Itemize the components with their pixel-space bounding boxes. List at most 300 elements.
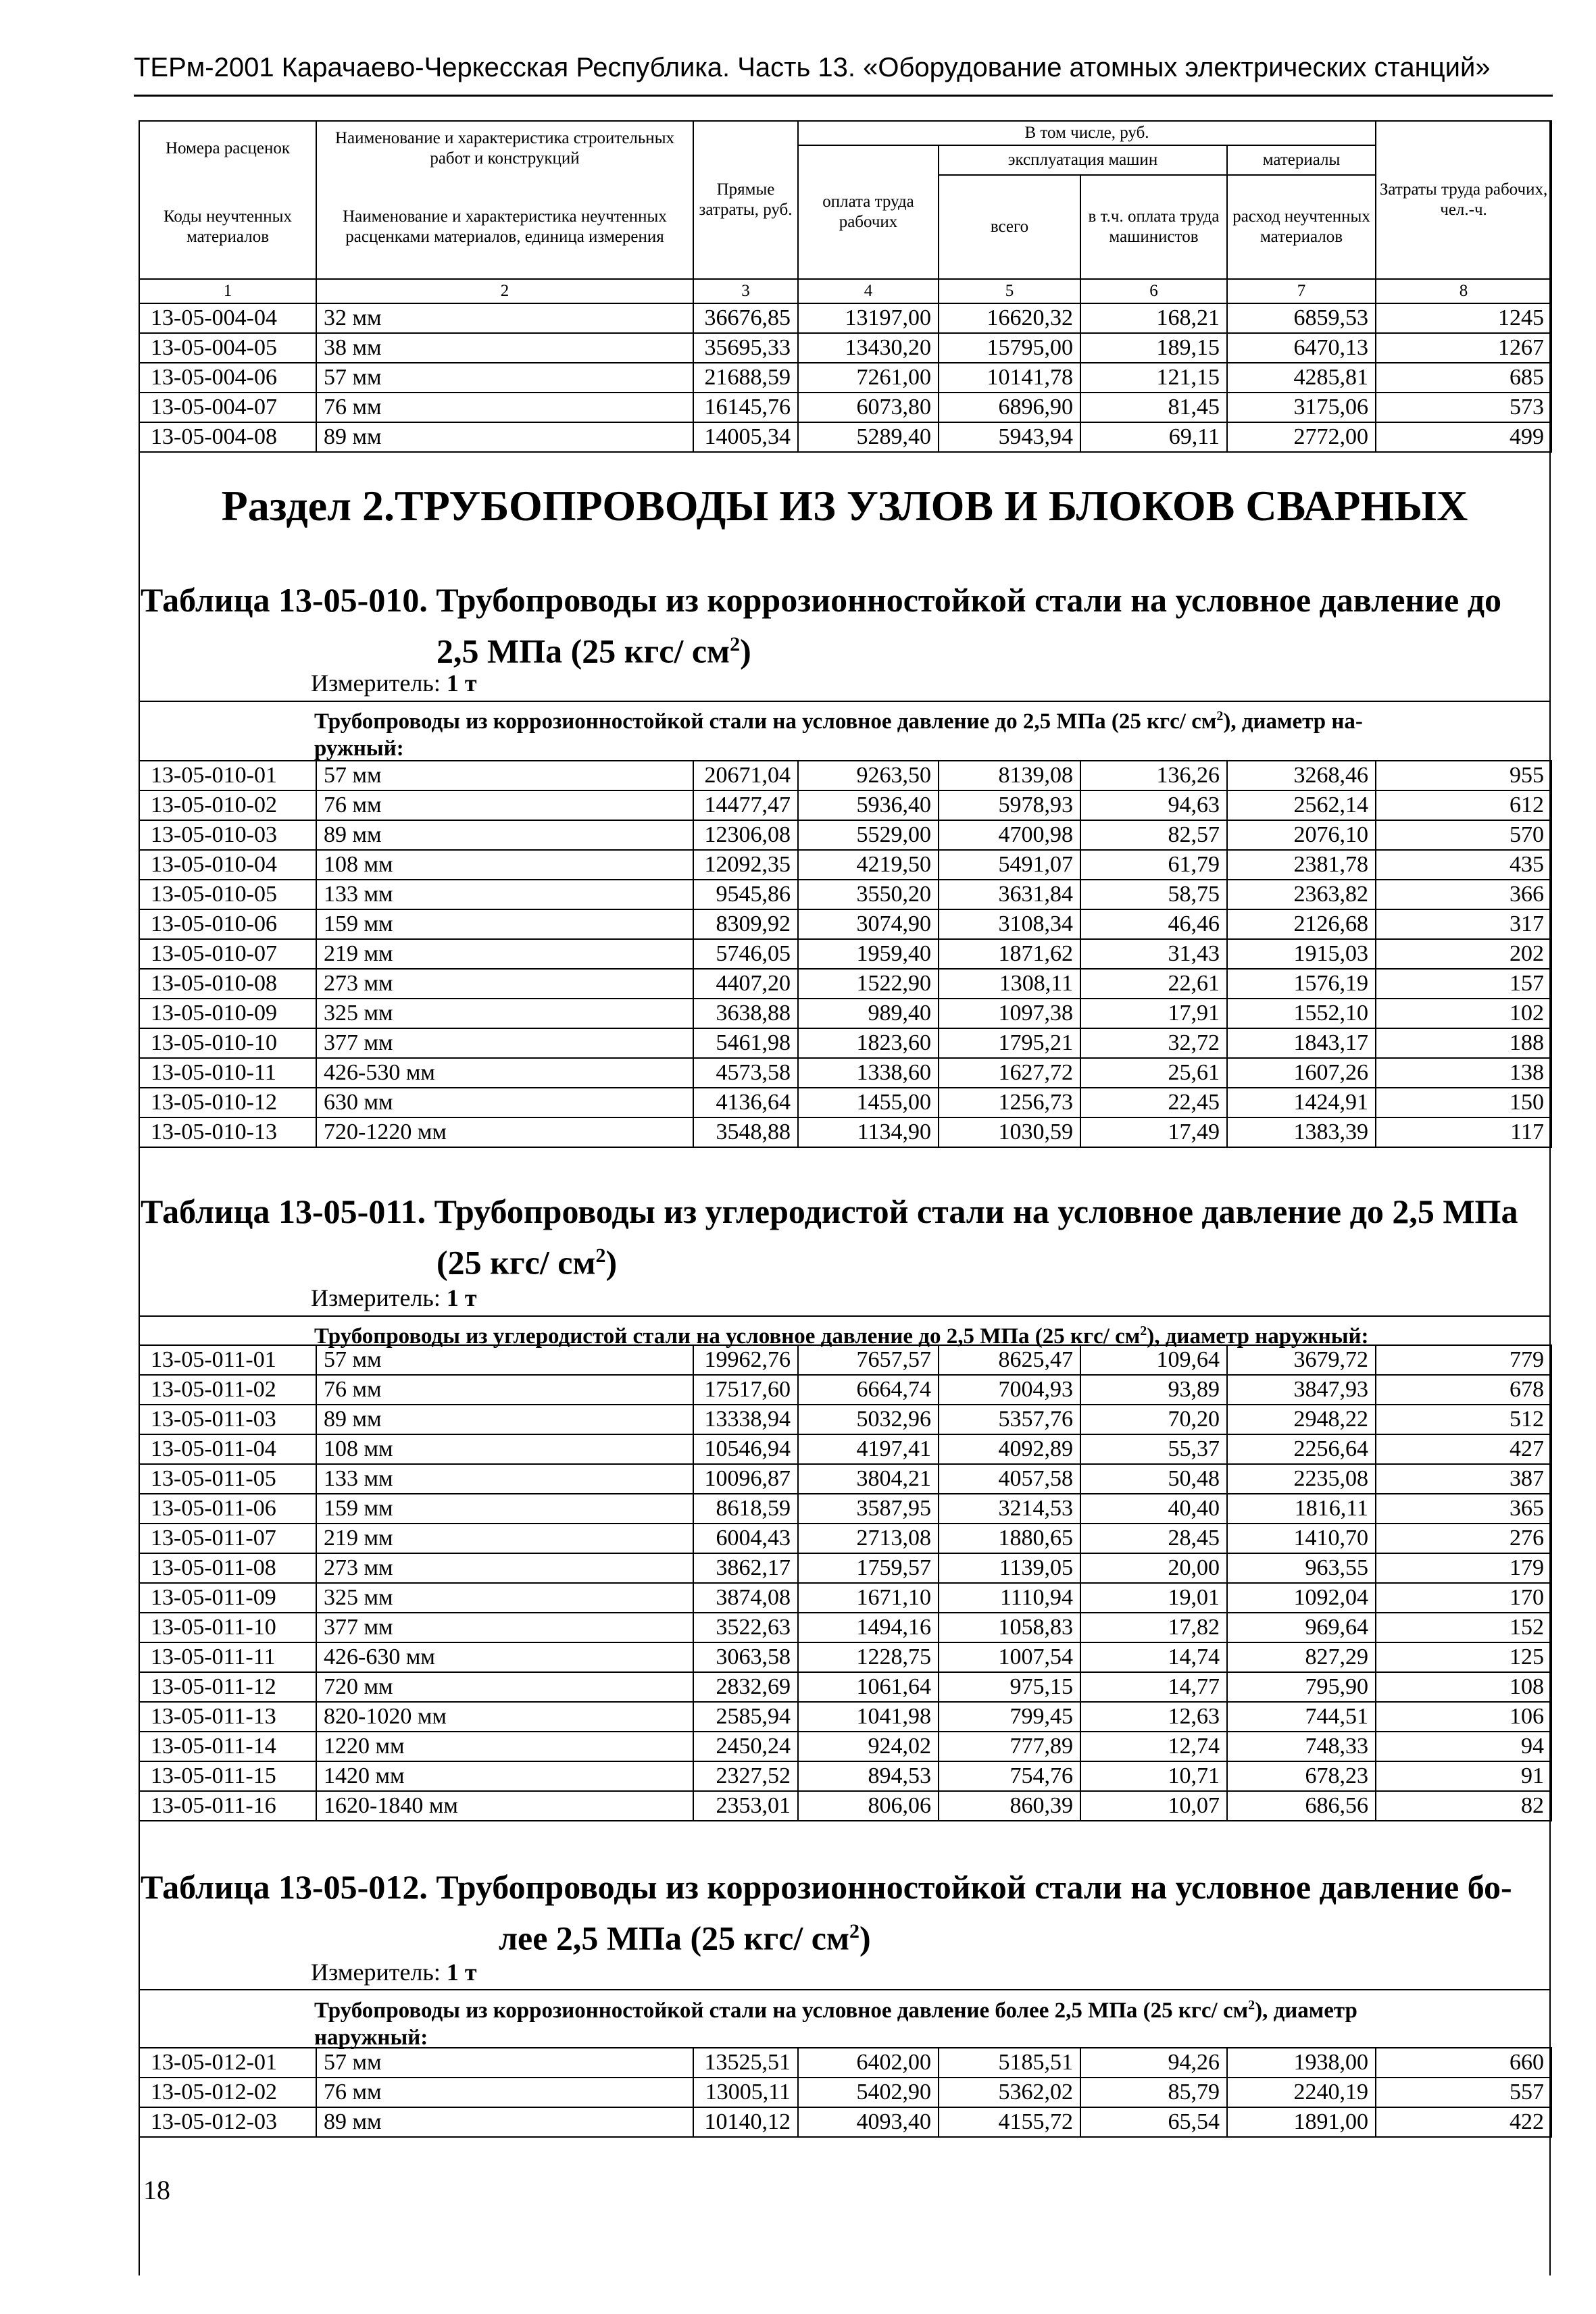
description-cell: 76 мм <box>316 393 693 422</box>
value-cell: 1671,10 <box>798 1583 939 1613</box>
value-cell: 1522,90 <box>798 969 939 999</box>
rate-code-cell: 13-05-010-01 <box>139 761 316 790</box>
col-number: 2 <box>316 279 693 303</box>
table-row <box>139 1058 1551 1088</box>
rate-code-cell: 13-05-011-12 <box>139 1672 316 1702</box>
value-cell: 1816,11 <box>1227 1494 1376 1524</box>
description-cell: 273 мм <box>316 1553 693 1583</box>
value-cell: 2713,08 <box>798 1524 939 1553</box>
col7-label: расход неучтенных материалов <box>1227 175 1376 279</box>
value-cell: 3522,63 <box>693 1613 798 1642</box>
value-cell: 1823,60 <box>798 1028 939 1058</box>
value-cell: 969,64 <box>1227 1613 1376 1642</box>
rate-code-cell: 13-05-004-07 <box>139 393 316 422</box>
description-cell: 820-1020 мм <box>316 1702 693 1732</box>
value-cell: 2585,94 <box>693 1702 798 1732</box>
description-cell: 76 мм <box>316 2078 693 2107</box>
value-cell: 2235,08 <box>1227 1464 1376 1494</box>
value-cell: 136,26 <box>1080 761 1227 790</box>
rate-code-cell: 13-05-011-05 <box>139 1464 316 1494</box>
value-cell: 4219,50 <box>798 850 939 880</box>
value-cell: 2240,19 <box>1227 2078 1376 2107</box>
value-cell: 1871,62 <box>939 939 1080 969</box>
value-cell: 36676,85 <box>693 303 798 333</box>
col-number: 7 <box>1227 279 1376 303</box>
value-cell: 3548,88 <box>693 1117 798 1147</box>
rate-code-cell: 13-05-011-03 <box>139 1405 316 1434</box>
description-cell: 377 мм <box>316 1028 693 1058</box>
description-cell: 57 мм <box>316 761 693 790</box>
value-cell: 10546,94 <box>693 1434 798 1464</box>
col-number: 8 <box>1376 279 1551 303</box>
value-cell: 806,06 <box>798 1791 939 1821</box>
value-cell: 15795,00 <box>939 333 1080 363</box>
col-number: 1 <box>139 279 316 303</box>
description-cell: 219 мм <box>316 1524 693 1553</box>
value-cell: 3063,58 <box>693 1642 798 1672</box>
subhead-13-05-011: Трубопроводы из углеродистой стали на условное давление до 2,5 МПа (25 кгс/ $см^2$), диаметр наружный: <box>314 1324 1369 1349</box>
value-cell: 1494,16 <box>798 1613 939 1642</box>
description-cell: 720 мм <box>316 1672 693 1702</box>
value-cell: 1795,21 <box>939 1028 1080 1058</box>
value-cell: 1576,19 <box>1227 969 1376 999</box>
value-cell: 1110,94 <box>939 1583 1080 1613</box>
rate-code-cell: 13-05-012-03 <box>139 2107 316 2137</box>
value-cell: 93,89 <box>1080 1375 1227 1405</box>
table-row <box>139 1702 1551 1732</box>
value-cell: 6470,13 <box>1227 333 1376 363</box>
value-cell: 5185,51 <box>939 2048 1080 2078</box>
value-cell: 3550,20 <box>798 880 939 909</box>
table-row <box>139 820 1551 850</box>
value-cell: 2832,69 <box>693 1672 798 1702</box>
value-cell: 20,00 <box>1080 1553 1227 1583</box>
table-row <box>139 790 1551 820</box>
value-cell: 19962,76 <box>693 1345 798 1375</box>
col1-bottom-label: Коды неучтенных материалов <box>139 175 316 279</box>
value-cell: 1759,57 <box>798 1553 939 1583</box>
title-line: лее 2,5 МПа (25 кгс/ $см^2$) <box>499 1919 871 1957</box>
value-cell: 1030,59 <box>939 1117 1080 1147</box>
rate-code-cell: 13-05-011-13 <box>139 1702 316 1732</box>
value-cell: 748,33 <box>1227 1732 1376 1761</box>
value-cell: 3638,88 <box>693 999 798 1028</box>
value-cell: 157 <box>1376 969 1551 999</box>
value-cell: 1245 <box>1376 303 1551 333</box>
value-cell: 795,90 <box>1227 1672 1376 1702</box>
table-row <box>139 1375 1551 1405</box>
description-cell: 426-630 мм <box>316 1642 693 1672</box>
rate-code-cell: 13-05-011-14 <box>139 1732 316 1761</box>
description-cell: 426-530 мм <box>316 1058 693 1088</box>
description-cell: 1420 мм <box>316 1761 693 1791</box>
value-cell: 685 <box>1376 363 1551 393</box>
value-cell: 17,49 <box>1080 1117 1227 1147</box>
value-cell: 6664,74 <box>798 1375 939 1405</box>
value-cell: 1134,90 <box>798 1117 939 1147</box>
value-cell: 777,89 <box>939 1732 1080 1761</box>
value-cell: 5461,98 <box>693 1028 798 1058</box>
value-cell: 10,71 <box>1080 1761 1227 1791</box>
value-cell: 2772,00 <box>1227 422 1376 452</box>
value-cell: 106 <box>1376 1702 1551 1732</box>
table-row <box>139 1583 1551 1613</box>
value-cell: 58,75 <box>1080 880 1227 909</box>
value-cell: 189,15 <box>1080 333 1227 363</box>
col4-label: оплата труда рабочих <box>798 145 939 279</box>
value-cell: 10096,87 <box>693 1464 798 1494</box>
value-cell: 1891,00 <box>1227 2107 1376 2137</box>
value-cell: 14,77 <box>1080 1672 1227 1702</box>
description-cell: 325 мм <box>316 999 693 1028</box>
value-cell: 2327,52 <box>693 1761 798 1791</box>
value-cell: 8139,08 <box>939 761 1080 790</box>
value-cell: 5362,02 <box>939 2078 1080 2107</box>
value-cell: 12,74 <box>1080 1732 1227 1761</box>
value-cell: 827,29 <box>1227 1642 1376 1672</box>
table-row <box>139 2078 1551 2107</box>
value-cell: 82,57 <box>1080 820 1227 850</box>
table-row <box>139 1524 1551 1553</box>
rate-code-cell: 13-05-012-02 <box>139 2078 316 2107</box>
value-cell: 4700,98 <box>939 820 1080 850</box>
description-cell: 76 мм <box>316 790 693 820</box>
table-row <box>139 1117 1551 1147</box>
description-cell: 159 мм <box>316 1494 693 1524</box>
value-cell: 1092,04 <box>1227 1583 1376 1613</box>
value-cell: 9545,86 <box>693 880 798 909</box>
value-cell: 2353,01 <box>693 1791 798 1821</box>
description-cell: 89 мм <box>316 2107 693 2137</box>
description-cell: 325 мм <box>316 1583 693 1613</box>
title-line: 2,5 МПа (25 кгс/ $см^2$) <box>437 632 751 670</box>
value-cell: 10140,12 <box>693 2107 798 2137</box>
header-rule <box>134 95 1553 97</box>
value-cell: 366 <box>1376 880 1551 909</box>
col1-top-label: Номера расценок <box>139 121 316 175</box>
value-cell: 3108,34 <box>939 909 1080 939</box>
col-number: 3 <box>693 279 798 303</box>
value-cell: 1267 <box>1376 333 1551 363</box>
value-cell: 3268,46 <box>1227 761 1376 790</box>
rate-code-cell: 13-05-010-06 <box>139 909 316 939</box>
value-cell: 16145,76 <box>693 393 798 422</box>
rate-code-cell: 13-05-011-11 <box>139 1642 316 1672</box>
value-cell: 4407,20 <box>693 969 798 999</box>
value-cell: 1228,75 <box>798 1642 939 1672</box>
description-cell: 133 мм <box>316 1464 693 1494</box>
value-cell: 1383,39 <box>1227 1117 1376 1147</box>
title-line: Таблица 13-05-010. Трубопроводы из коррозионностойкой стали на условное давление до <box>141 581 1501 619</box>
description-cell: 108 мм <box>316 1434 693 1464</box>
value-cell: 799,45 <box>939 1702 1080 1732</box>
value-cell: 14005,34 <box>693 422 798 452</box>
value-cell: 6896,90 <box>939 393 1080 422</box>
value-cell: 35695,33 <box>693 333 798 363</box>
value-cell: 55,37 <box>1080 1434 1227 1464</box>
value-cell: 4285,81 <box>1227 363 1376 393</box>
col3-label: Прямые затраты, руб. <box>693 121 798 279</box>
rate-code-cell: 13-05-011-01 <box>139 1345 316 1375</box>
value-cell: 435 <box>1376 850 1551 880</box>
value-cell: 40,40 <box>1080 1494 1227 1524</box>
value-cell: 8309,92 <box>693 909 798 939</box>
column-header-table <box>139 120 1552 304</box>
rate-code-cell: 13-05-011-10 <box>139 1613 316 1642</box>
section-title: Раздел 2.ТРУБОПРОВОДЫ ИЗ УЗЛОВ И БЛОКОВ СВАРНЫХ <box>221 482 1468 530</box>
value-cell: 108 <box>1376 1672 1551 1702</box>
value-cell: 5402,90 <box>798 2078 939 2107</box>
value-cell: 660 <box>1376 2048 1551 2078</box>
description-cell: 1220 мм <box>316 1732 693 1761</box>
value-cell: 152 <box>1376 1613 1551 1642</box>
value-cell: 1061,64 <box>798 1672 939 1702</box>
value-cell: 3175,06 <box>1227 393 1376 422</box>
value-cell: 69,11 <box>1080 422 1227 452</box>
value-cell: 1139,05 <box>939 1553 1080 1583</box>
value-cell: 2948,22 <box>1227 1405 1376 1434</box>
value-cell: 2126,68 <box>1227 909 1376 939</box>
value-cell: 13430,20 <box>798 333 939 363</box>
value-cell: 91 <box>1376 1761 1551 1791</box>
value-cell: 13338,94 <box>693 1405 798 1434</box>
table-row <box>139 1028 1551 1058</box>
value-cell: 3847,93 <box>1227 1375 1376 1405</box>
value-cell: 3587,95 <box>798 1494 939 1524</box>
value-cell: 10,07 <box>1080 1791 1227 1821</box>
value-cell: 779 <box>1376 1345 1551 1375</box>
value-cell: 3074,90 <box>798 909 939 939</box>
subhead-13-05-012: Трубопроводы из коррозионностойкой стали на условное давление более 2,5 МПа (25 кгс/ $см^2$), диаметр наружный: <box>314 1998 1357 2050</box>
rate-code-cell: 13-05-010-02 <box>139 790 316 820</box>
rate-code-cell: 13-05-011-16 <box>139 1791 316 1821</box>
subhead-13-05-010: Трубопроводы из коррозионностойкой стали на условное давление до 2,5 МПа (25 кгс/ $см^2$), диаметр на- ружный: <box>314 709 1363 761</box>
value-cell: 4057,58 <box>939 1464 1080 1494</box>
value-cell: 94,26 <box>1080 2048 1227 2078</box>
table-row <box>139 969 1551 999</box>
value-cell: 50,48 <box>1080 1464 1227 1494</box>
value-cell: 8618,59 <box>693 1494 798 1524</box>
value-cell: 1880,65 <box>939 1524 1080 1553</box>
value-cell: 1843,17 <box>1227 1028 1376 1058</box>
value-cell: 3679,72 <box>1227 1345 1376 1375</box>
value-cell: 427 <box>1376 1434 1551 1464</box>
rate-code-cell: 13-05-011-15 <box>139 1761 316 1791</box>
description-cell: 133 мм <box>316 880 693 909</box>
value-cell: 14,74 <box>1080 1642 1227 1672</box>
value-cell: 31,43 <box>1080 939 1227 969</box>
table-row <box>139 1494 1551 1524</box>
rate-code-cell: 13-05-010-09 <box>139 999 316 1028</box>
value-cell: 4092,89 <box>939 1434 1080 1464</box>
value-cell: 22,45 <box>1080 1088 1227 1117</box>
value-cell: 19,01 <box>1080 1583 1227 1613</box>
description-cell: 57 мм <box>316 1345 693 1375</box>
rate-code-cell: 13-05-011-09 <box>139 1583 316 1613</box>
value-cell: 6073,80 <box>798 393 939 422</box>
value-cell: 85,79 <box>1080 2078 1227 2107</box>
col2-bottom-label: Наименование и характеристика неучтенных расценками материалов, единица измерения <box>316 175 693 279</box>
value-cell: 4093,40 <box>798 2107 939 2137</box>
divider <box>139 1315 1551 1317</box>
rate-code-cell: 13-05-004-08 <box>139 422 316 452</box>
col2-top-label: Наименование и характеристика строительных работ и конструкций <box>316 121 693 175</box>
value-cell: 21688,59 <box>693 363 798 393</box>
value-cell: 70,20 <box>1080 1405 1227 1434</box>
value-cell: 860,39 <box>939 1791 1080 1821</box>
value-cell: 894,53 <box>798 1761 939 1791</box>
table-row <box>139 761 1551 790</box>
rate-code-cell: 13-05-004-05 <box>139 333 316 363</box>
value-cell: 2256,64 <box>1227 1434 1376 1464</box>
value-cell: 16620,32 <box>939 303 1080 333</box>
value-cell: 570 <box>1376 820 1551 850</box>
materials-label: материалы <box>1227 145 1376 175</box>
description-cell: 89 мм <box>316 422 693 452</box>
value-cell: 170 <box>1376 1583 1551 1613</box>
value-cell: 94 <box>1376 1732 1551 1761</box>
table-row <box>139 422 1551 452</box>
page-number: 18 <box>143 2175 170 2205</box>
title-line: Таблица 13-05-012. Трубопроводы из коррозионностойкой стали на условное давление бо- <box>141 1868 1512 1906</box>
value-cell: 179 <box>1376 1553 1551 1583</box>
value-cell: 2562,14 <box>1227 790 1376 820</box>
value-cell: 3862,17 <box>693 1553 798 1583</box>
divider <box>139 701 1551 702</box>
rate-code-cell: 13-05-010-05 <box>139 880 316 909</box>
rate-code-cell: 13-05-010-04 <box>139 850 316 880</box>
value-cell: 13197,00 <box>798 303 939 333</box>
value-cell: 924,02 <box>798 1732 939 1761</box>
value-cell: 102 <box>1376 999 1551 1028</box>
table-row <box>139 1405 1551 1434</box>
description-cell: 32 мм <box>316 303 693 333</box>
meter-13-05-010: Измеритель: 1 т <box>311 670 477 697</box>
rates-table-13-05-012 <box>139 2047 1552 2138</box>
description-cell: 57 мм <box>316 2048 693 2078</box>
table-row <box>139 939 1551 969</box>
table-row <box>139 1732 1551 1761</box>
value-cell: 3631,84 <box>939 880 1080 909</box>
value-cell: 989,40 <box>798 999 939 1028</box>
rates-table-13-05-004 <box>139 303 1552 453</box>
description-cell: 630 мм <box>316 1088 693 1117</box>
value-cell: 2381,78 <box>1227 850 1376 880</box>
value-cell: 7004,93 <box>939 1375 1080 1405</box>
value-cell: 365 <box>1376 1494 1551 1524</box>
value-cell: 65,54 <box>1080 2107 1227 2137</box>
rate-code-cell: 13-05-010-10 <box>139 1028 316 1058</box>
value-cell: 17,91 <box>1080 999 1227 1028</box>
value-cell: 1338,60 <box>798 1058 939 1088</box>
title-line: (25 кгс/ $см^2$) <box>437 1243 618 1282</box>
value-cell: 678 <box>1376 1375 1551 1405</box>
value-cell: 1256,73 <box>939 1088 1080 1117</box>
value-cell: 2450,24 <box>693 1732 798 1761</box>
value-cell: 573 <box>1376 393 1551 422</box>
rate-code-cell: 13-05-010-08 <box>139 969 316 999</box>
value-cell: 686,56 <box>1227 1791 1376 1821</box>
table-row <box>139 1464 1551 1494</box>
col-number: 4 <box>798 279 939 303</box>
value-cell: 1455,00 <box>798 1088 939 1117</box>
value-cell: 17,82 <box>1080 1613 1227 1642</box>
value-cell: 13005,11 <box>693 2078 798 2107</box>
description-cell: 377 мм <box>316 1613 693 1642</box>
value-cell: 557 <box>1376 2078 1551 2107</box>
table-row <box>139 999 1551 1028</box>
value-cell: 109,64 <box>1080 1345 1227 1375</box>
value-cell: 1007,54 <box>939 1642 1080 1672</box>
value-cell: 22,61 <box>1080 969 1227 999</box>
value-cell: 4573,58 <box>693 1058 798 1088</box>
table-row <box>139 909 1551 939</box>
value-cell: 5357,76 <box>939 1405 1080 1434</box>
value-cell: 4197,41 <box>798 1434 939 1464</box>
table-row <box>139 880 1551 909</box>
value-cell: 138 <box>1376 1058 1551 1088</box>
value-cell: 512 <box>1376 1405 1551 1434</box>
value-cell: 25,61 <box>1080 1058 1227 1088</box>
col5-label: всего <box>939 175 1080 279</box>
table-row <box>139 303 1551 333</box>
value-cell: 202 <box>1376 939 1551 969</box>
description-cell: 273 мм <box>316 969 693 999</box>
description-cell: 38 мм <box>316 333 693 363</box>
table-row <box>139 363 1551 393</box>
description-cell: 108 мм <box>316 850 693 880</box>
group-label: В том числе, руб. <box>798 121 1376 145</box>
value-cell: 5289,40 <box>798 422 939 452</box>
description-cell: 720-1220 мм <box>316 1117 693 1147</box>
value-cell: 5943,94 <box>939 422 1080 452</box>
value-cell: 1308,11 <box>939 969 1080 999</box>
value-cell: 82 <box>1376 1791 1551 1821</box>
value-cell: 276 <box>1376 1524 1551 1553</box>
value-cell: 94,63 <box>1080 790 1227 820</box>
table-row <box>139 1672 1551 1702</box>
rate-code-cell: 13-05-010-03 <box>139 820 316 850</box>
table-row <box>139 1553 1551 1583</box>
value-cell: 1915,03 <box>1227 939 1376 969</box>
value-cell: 975,15 <box>939 1672 1080 1702</box>
description-cell: 219 мм <box>316 939 693 969</box>
value-cell: 499 <box>1376 422 1551 452</box>
col-number: 5 <box>939 279 1080 303</box>
divider <box>139 1989 1551 1990</box>
value-cell: 4136,64 <box>693 1088 798 1117</box>
value-cell: 317 <box>1376 909 1551 939</box>
value-cell: 81,45 <box>1080 393 1227 422</box>
table-row <box>139 393 1551 422</box>
value-cell: 5032,96 <box>798 1405 939 1434</box>
rate-code-cell: 13-05-012-01 <box>139 2048 316 2078</box>
value-cell: 28,45 <box>1080 1524 1227 1553</box>
col8-label: Затраты труда рабочих, чел.-ч. <box>1376 121 1551 279</box>
value-cell: 1424,91 <box>1227 1088 1376 1117</box>
value-cell: 5529,00 <box>798 820 939 850</box>
value-cell: 5746,05 <box>693 939 798 969</box>
value-cell: 7261,00 <box>798 363 939 393</box>
value-cell: 14477,47 <box>693 790 798 820</box>
value-cell: 12092,35 <box>693 850 798 880</box>
table-title-13-05-011 <box>141 1189 1546 1285</box>
value-cell: 678,23 <box>1227 1761 1376 1791</box>
value-cell: 744,51 <box>1227 1702 1376 1732</box>
table-row <box>139 1434 1551 1464</box>
value-cell: 168,21 <box>1080 303 1227 333</box>
value-cell: 955 <box>1376 761 1551 790</box>
